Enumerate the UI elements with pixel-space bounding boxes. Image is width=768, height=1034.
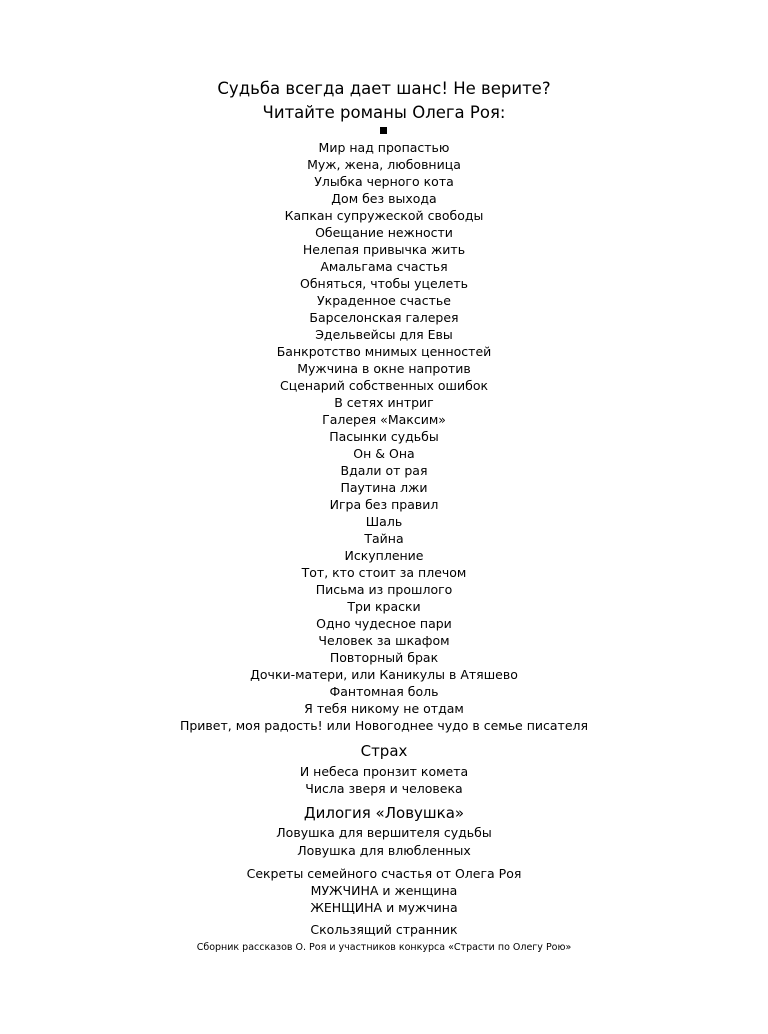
novel-title: Барселонская галерея [309, 310, 459, 325]
bullet-square-icon [380, 127, 387, 134]
novel-title: Улыбка черного кота [314, 174, 454, 189]
novel-title: Привет, моя радость! или Новогоднее чудо в семье писателя [179, 718, 589, 733]
novel-title: Мир над пропастью [318, 140, 450, 155]
novel-title: Человек за шкафом [318, 633, 450, 648]
novel-title: Муж, жена, любовница [307, 157, 461, 172]
novel-title: Галерея «Максим» [322, 412, 446, 427]
novel-title: Сценарий собственных ошибок [279, 378, 489, 393]
novel-title: Искупление [344, 548, 424, 563]
header-line-1: Судьба всегда дает шанс! Не верите? [217, 79, 551, 98]
novel-title: Шаль [365, 514, 403, 529]
novel-title: Вдали от рая [340, 463, 428, 478]
novel-title: Я тебя никому не отдам [304, 701, 464, 716]
series-title: Ловушка для вершителя судьбы [276, 825, 492, 840]
novel-title: Мужчина в окне напротив [297, 361, 471, 376]
series-title: Числа зверя и человека [305, 781, 463, 796]
header-line-2: Читайте романы Олега Роя: [262, 103, 506, 122]
novel-title: Обняться, чтобы уцелеть [299, 276, 469, 291]
novel-title: Он & Она [353, 446, 415, 461]
novel-title: Украденное счастье [317, 293, 451, 308]
novel-title: Тайна [364, 531, 404, 546]
secrets-title: МУЖЧИНА и женщина [310, 883, 458, 898]
novel-title: Капкан супружеской свободы [284, 208, 484, 223]
series-title: И небеса пронзит комета [299, 764, 469, 779]
novel-title: Дом без выхода [331, 191, 437, 206]
novel-title: Банкротство мнимых ценностей [276, 344, 492, 359]
closing-footnote: Сборник рассказов О. Роя и участников конкурса «Страсти по Олегу Рою» [196, 942, 572, 953]
novel-title: Амальгама счастья [320, 259, 448, 274]
novel-title: Повторный брак [329, 650, 439, 665]
novel-title: Одно чудесное пари [316, 616, 452, 631]
novel-title: Фантомная боль [329, 684, 439, 699]
novel-title: В сетях интриг [334, 395, 434, 410]
section-title-lovushka: Дилогия «Ловушка» [303, 804, 465, 822]
novel-title: Три краски [347, 599, 421, 614]
closing-title: Скользящий странник [310, 922, 458, 937]
novel-title: Обещание нежности [315, 225, 453, 240]
novel-title: Игра без правил [329, 497, 439, 512]
secrets-title: Секреты семейного счастья от Олега Роя [246, 866, 522, 881]
novel-title: Письма из прошлого [315, 582, 453, 597]
novel-title: Пасынки судьбы [329, 429, 439, 444]
novel-title: Дочки-матери, или Каникулы в Атяшево [250, 667, 518, 682]
series-title: Ловушка для влюбленных [297, 843, 471, 858]
novel-title: Паутина лжи [340, 480, 428, 495]
novel-title: Нелепая привычка жить [302, 242, 466, 257]
novel-title: Тот, кто стоит за плечом [301, 565, 467, 580]
secrets-title: ЖЕНЩИНА и мужчина [310, 900, 458, 915]
section-title-strakh: Страх [360, 742, 408, 760]
novel-title: Эдельвейсы для Евы [315, 327, 453, 342]
